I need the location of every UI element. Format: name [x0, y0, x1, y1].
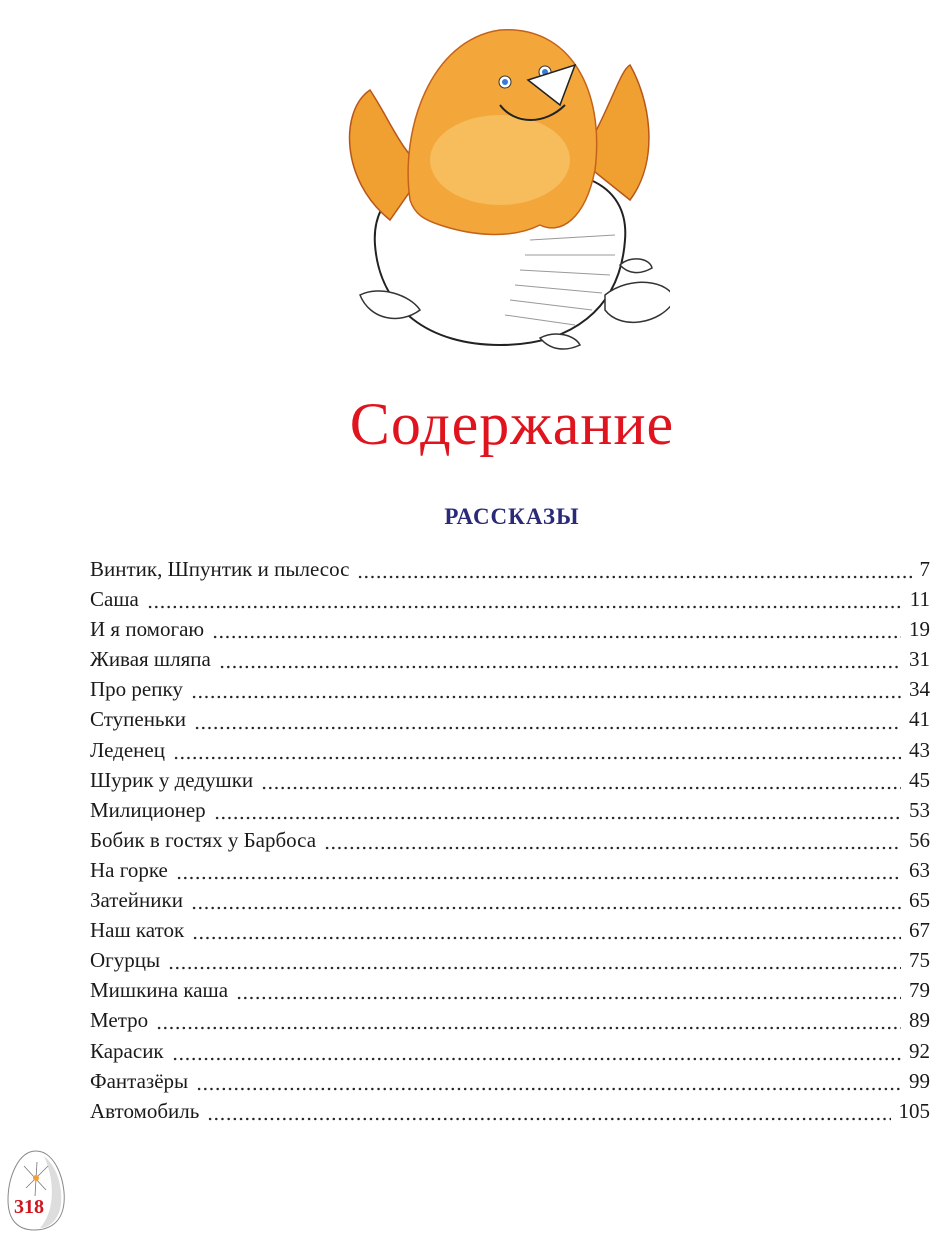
dot-leader [236, 996, 901, 1000]
toc-entry[interactable] [90, 587, 930, 617]
toc-entry-page: 75 [909, 948, 930, 973]
toc-entry-page: 67 [909, 918, 930, 943]
toc-entry-title: Леденец [90, 737, 165, 762]
toc-entry-title: Мишкина каша [90, 978, 229, 1003]
toc-entry-page: 89 [909, 1008, 930, 1033]
toc-entry-page: 11 [909, 587, 930, 612]
dot-leader [357, 575, 911, 579]
dot-leader [156, 1026, 901, 1030]
toc-entry[interactable] [90, 888, 930, 918]
toc-entry[interactable] [90, 617, 930, 647]
toc-entry[interactable] [90, 1099, 930, 1129]
dot-leader [176, 876, 901, 880]
toc-entry[interactable] [90, 738, 930, 768]
toc-entry-title: Карасик [90, 1038, 164, 1063]
toc-entry[interactable] [90, 918, 930, 948]
toc-entry[interactable] [90, 707, 930, 737]
toc-entry-page: 65 [909, 888, 930, 913]
dot-leader [261, 786, 901, 790]
section-heading: РАССКАЗЫ [444, 504, 580, 529]
toc-entry-title: Фантазёры [90, 1068, 189, 1093]
toc-entry-title: Автомобиль [90, 1098, 200, 1123]
toc-entry-title: Милиционер [90, 797, 206, 822]
toc-entry[interactable] [90, 768, 930, 798]
dot-leader [196, 1087, 901, 1091]
dot-leader [172, 1057, 901, 1061]
toc-entry-page: 63 [909, 857, 930, 882]
toc-entry-title: Саша [90, 587, 139, 612]
toc-entry[interactable] [90, 677, 930, 707]
toc-entry-page: 99 [909, 1068, 930, 1093]
toc-entry-page: 41 [909, 707, 930, 732]
egg-page-badge [4, 1148, 68, 1232]
toc-entry-page: 7 [919, 557, 930, 581]
page-number: 318 [14, 1196, 44, 1218]
toc-entry-page: 43 [909, 737, 930, 762]
toc-entry[interactable] [90, 978, 930, 1008]
toc-entry[interactable] [90, 948, 930, 978]
toc-entry-page: 34 [909, 677, 930, 702]
dot-leader [191, 695, 901, 699]
toc-entry-title: Винтик, Шпунтик и пылесос [90, 557, 350, 581]
table-of-contents [90, 557, 930, 1129]
toc-entry-page: 31 [909, 647, 930, 672]
toc-entry-page: 92 [909, 1038, 930, 1063]
dot-leader [194, 726, 901, 730]
toc-entry-title: Метро [90, 1008, 149, 1033]
toc-entry[interactable] [90, 858, 930, 888]
toc-entry-page: 105 [898, 1098, 930, 1123]
dot-leader [324, 846, 901, 850]
toc-entry[interactable] [90, 557, 930, 587]
toc-entry[interactable] [90, 828, 930, 858]
dot-leader [191, 906, 901, 910]
dot-leader [168, 966, 901, 970]
chick-in-egg-illustration [330, 10, 670, 355]
toc-entry[interactable] [90, 1008, 930, 1038]
toc-entry-page: 56 [909, 827, 930, 852]
toc-entry[interactable] [90, 798, 930, 828]
toc-entry-title: Бобик в гостях у Барбоса [90, 827, 317, 852]
toc-entry-page: 19 [909, 617, 930, 642]
toc-entry-title: Наш каток [90, 918, 185, 943]
toc-entry-title: Живая шляпа [90, 647, 211, 672]
toc-entry-title: На горке [90, 857, 168, 882]
dot-leader [147, 605, 902, 609]
toc-entry-page: 45 [909, 767, 930, 792]
toc-entry-title: Огурцы [90, 948, 161, 973]
page-title: Содержание [349, 391, 675, 457]
toc-entry[interactable] [90, 647, 930, 677]
toc-entry[interactable] [90, 1039, 930, 1069]
toc-entry-title: Ступеньки [90, 707, 186, 732]
toc-entry[interactable] [90, 1069, 930, 1099]
dot-leader [173, 756, 901, 760]
dot-leader [219, 665, 901, 669]
toc-entry-title: Затейники [90, 888, 183, 913]
toc-entry-title: Про репку [90, 677, 183, 702]
toc-entry-title: Шурик у дедушки [90, 767, 254, 792]
toc-entry-page: 53 [909, 797, 930, 822]
toc-entry-page: 79 [909, 978, 930, 1003]
dot-leader [214, 816, 901, 820]
dot-leader [192, 936, 901, 940]
dot-leader [212, 635, 901, 639]
toc-entry-title: И я помогаю [90, 617, 205, 642]
dot-leader [207, 1117, 890, 1121]
